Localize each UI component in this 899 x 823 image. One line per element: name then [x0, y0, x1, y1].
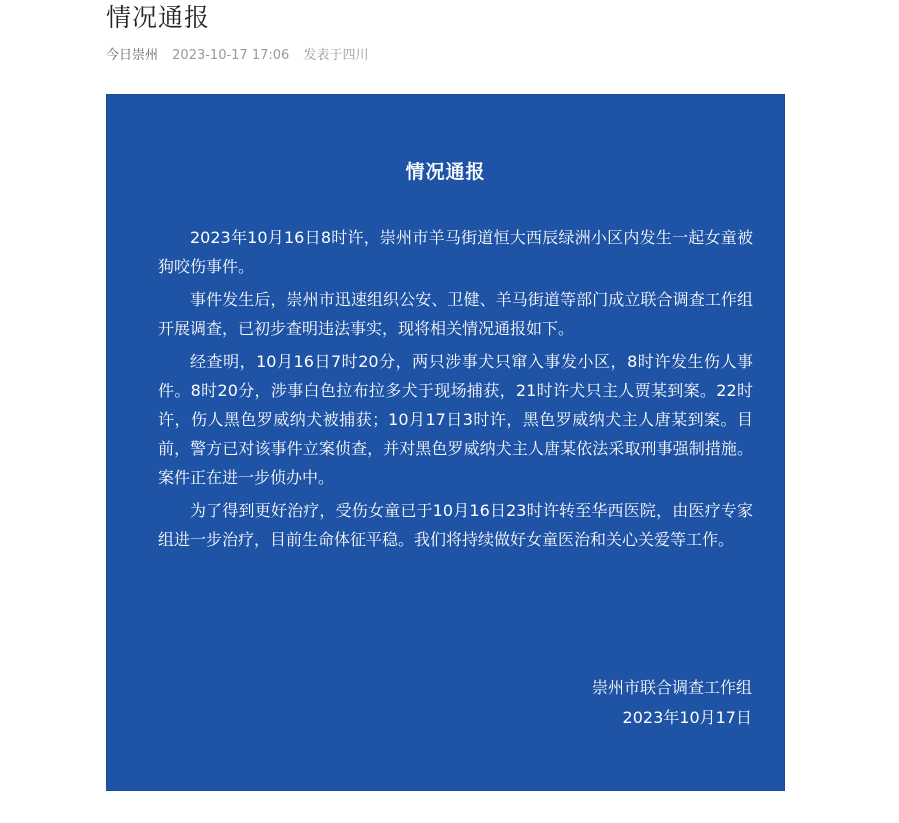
notice-paragraph: 为了得到更好治疗，受伤女童已于10月16日23时许转至华西医院，由医疗专家组进一步治疗，目前生命体征平稳。我们将持续做好女童医治和关心关爱等工作。 [158, 501, 753, 549]
notice-paragraph: 事件发生后，崇州市迅速组织公安、卫健、羊马街道等部门成立联合调查工作组开展调查，已初步查明违法事实，现将相关情况通报如下。 [158, 290, 753, 338]
notice-heading: 情况通报 [405, 161, 486, 183]
notice-image [107, 95, 784, 790]
source-link[interactable]: 今日崇州 [106, 48, 159, 63]
publish-time: 2023-10-17 17:06 [172, 48, 290, 63]
signature-org: 崇州市联合调查工作组 [591, 678, 752, 697]
article-meta [106, 44, 368, 63]
notice-signature [592, 673, 752, 733]
article-title: 情况通报 [106, 3, 211, 32]
publish-location: 发表于四川 [303, 48, 369, 63]
notice-paragraph: 经查明，10月16日7时20分，两只涉事犬只窜入事发小区，8时许发生伤人事件。8时20分，涉事白色拉布拉多犬于现场捕获，21时许犬只主人贾某到案。22时许，伤人黑色罗威纳犬被捕获；10月17日3时许，黑色罗威纳犬主人唐某到案。目前，警方已对该事件立案侦查，并对黑色罗威纳犬主人唐某依法采取刑事强制措施。案件正在进一步侦办中。 [158, 352, 753, 487]
signature-date: 2023年10月17日 [622, 708, 752, 727]
notice-body [158, 223, 753, 558]
notice-paragraph: 2023年10月16日8时许，崇州市羊马街道恒大西辰绿洲小区内发生一起女童被狗咬伤事件。 [158, 228, 753, 276]
